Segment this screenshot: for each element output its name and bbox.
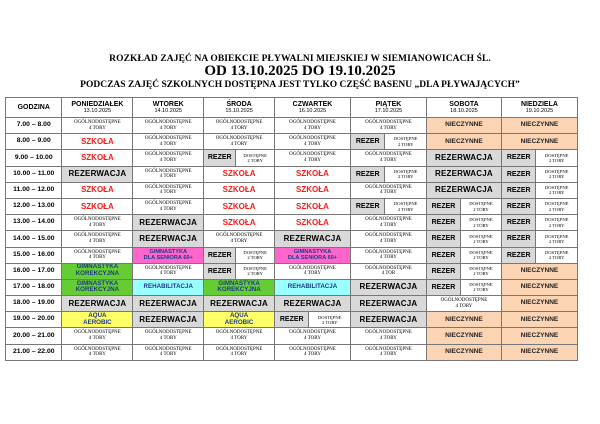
cell-open: OGÓLNODOSTĘPNE 4 TORY <box>350 247 426 263</box>
cell-seniors-gymnastics: GIMNASTYKA DLA SENIORA 60+ <box>133 247 204 263</box>
time-slot: 17.00 – 18.00 <box>6 279 62 295</box>
cell-closed: NIECZYNNE <box>426 328 501 344</box>
cell-open: OGÓLNODOSTĘPNE 4 TORY <box>350 344 426 360</box>
cell-split-reservation: REZER DOSTĘPNE 2 TORY <box>426 279 501 295</box>
cell-reservation: REZERWACJA <box>133 296 204 312</box>
cell-closed: NIECZYNNE <box>501 263 577 279</box>
cell-split-reservation: REZER DOSTĘPNE 2 TORY <box>501 231 577 247</box>
cell-split-reservation: REZER DOSTĘPNE 2 TORY <box>426 247 501 263</box>
cell-reservation: REZERWACJA <box>275 296 351 312</box>
cell-reservation: REZERWACJA <box>204 296 275 312</box>
cell-school: SZKOŁA <box>275 198 351 214</box>
cell-open: OGÓLNODOSTĘPNE 4 TORY <box>133 166 204 182</box>
time-slot: 10.00 – 11.00 <box>6 166 62 182</box>
time-slot: 19.00 – 20.00 <box>6 312 62 328</box>
cell-open: OGÓLNODOSTĘPNE 4 TORY <box>350 328 426 344</box>
cell-split-reservation: REZER DOSTĘPNE 2 TORY <box>204 247 275 263</box>
cell-open: OGÓLNODOSTĘPNE 4 TOR <box>350 263 426 279</box>
table-row <box>6 296 578 312</box>
cell-open: OGÓLNODOSTĘPNE 4 TORY <box>426 296 501 312</box>
col-header-tuesday: WTOREK 14.10.2025 <box>133 98 204 118</box>
cell-open: OGÓLNODOSTĘPNE 4 TORY <box>204 118 275 134</box>
cell-closed: NIECZYNNE <box>501 118 577 134</box>
cell-open: OGÓLNODOSTĘPNE 4 TORY <box>62 231 133 247</box>
cell-split-reservation: REZER DOSTĘPNE 2 TORY <box>426 215 501 231</box>
time-slot: 16.00 – 17.00 <box>6 263 62 279</box>
cell-split-reservation: REZER DOSTĘPNE 2 TORY <box>501 198 577 214</box>
cell-reservation: REZERWACJA <box>133 215 204 231</box>
table-row <box>6 328 578 344</box>
cell-school: SZKOŁA <box>275 215 351 231</box>
cell-reservation: REZERWACJA <box>350 312 426 328</box>
table-row <box>6 118 578 134</box>
cell-closed: NIECZYNNE <box>501 328 577 344</box>
cell-reservation: REZERWACJA <box>62 166 133 182</box>
cell-closed: NIECZYNNE <box>501 312 577 328</box>
cell-school: SZKOŁA <box>275 182 351 198</box>
cell-rehabilitation: REHABILITACJA <box>275 279 351 295</box>
cell-open: OGÓLNODOSTĘPNE 4 TORY <box>62 118 133 134</box>
cell-open: OGÓLNODOSTĘPNE 4 TORY <box>133 134 204 150</box>
cell-closed: NIECZYNNE <box>501 296 577 312</box>
cell-corrective-gymnastics: GIMNASTYKA KOREKCYJNA <box>204 279 275 295</box>
time-slot: 9.00 – 10.00 <box>6 150 62 166</box>
cell-open: OGÓLNODOSTĘPNE 4 TORY <box>62 215 133 231</box>
cell-reservation: REZERWACJA <box>426 166 501 182</box>
table-row <box>6 279 578 295</box>
cell-school: SZKOŁA <box>204 215 275 231</box>
cell-open: OGÓLNODOSTĘPNE 4 TORY <box>133 118 204 134</box>
cell-split-reservation: REZER DOSTĘPNE 2 TORY <box>275 312 351 328</box>
table-row <box>6 134 578 150</box>
cell-closed: NIECZYNNE <box>501 344 577 360</box>
cell-open: OGÓLNODOSTĘPNE 4 TORY <box>133 150 204 166</box>
cell-open: OGÓLNODOSTĘPNE 4 TORY <box>350 182 426 198</box>
cell-open: OGÓLNODOSTĘPNE 4 TORY <box>133 198 204 214</box>
cell-open: OGÓLNODOSTĘPNE 4 TORY <box>204 344 275 360</box>
cell-split-reservation: REZER DOSTĘPNE 2 TORY <box>204 263 275 279</box>
cell-open: OGÓLNODOSTĘPNE 4 TORY <box>275 150 351 166</box>
cell-closed: NIECZYNNE <box>426 312 501 328</box>
cell-school: SZKOŁA <box>204 166 275 182</box>
cell-open: OGÓLNODOSTĘPNE 4 TORY <box>204 231 275 247</box>
cell-closed: NIECZYNNE <box>501 134 577 150</box>
cell-school: SZKOŁA <box>62 134 133 150</box>
cell-reservation: REZERWACJA <box>275 231 351 247</box>
cell-open: OGÓLNODOSTĘPNE 4 TORY <box>62 344 133 360</box>
time-slot: 12.00 – 13.00 <box>6 198 62 214</box>
cell-split-reservation: REZER DOSTĘPNE 2 TORY <box>501 247 577 263</box>
page-subtitle: PODCZAS ZAJĘĆ SZKOLNYCH DOSTĘPNA JEST TYLKO CZĘŚĆ BASENU „DLA PŁYWAJĄCYCH” <box>80 80 520 90</box>
cell-open: OGÓLNODOSTĘPNE 4 TORY <box>275 344 351 360</box>
cell-reservation: REZERWACJA <box>350 279 426 295</box>
time-slot: 13.00 – 14.00 <box>6 215 62 231</box>
cell-open: OGÓLNODOSTĘPNE 4 TORY <box>350 215 426 231</box>
cell-reservation: REZERWACJA <box>133 312 204 328</box>
cell-open: OGÓLNODOSTĘPNE 4 TORY <box>275 134 351 150</box>
cell-open: OGÓLNODOSTĘPNE 4 TORY <box>133 182 204 198</box>
table-row <box>6 150 578 166</box>
cell-open: OGÓLNODOSTĘPNE 4 TORY <box>350 118 426 134</box>
cell-open: OGÓLNODOSTĘPNE 4 TORY <box>62 328 133 344</box>
time-slot: 21.00 – 22.00 <box>6 344 62 360</box>
cell-split-reservation: REZER DOSTĘPNE 2 TORY <box>350 166 426 182</box>
cell-open: OGÓLNODOSTĘPNE 4 TORY <box>350 150 426 166</box>
cell-open: OGÓLNODOSTĘPNE 4 TORY <box>133 328 204 344</box>
page-title: ROZKŁAD ZAJĘĆ NA OBIEKCIE PŁYWALNI MIEJSKIEJ W SIEMIANOWICACH ŚL. <box>109 54 491 64</box>
time-slot: 14.00 – 15.00 <box>6 231 62 247</box>
cell-split-reservation: REZER DOSTĘPNE 2 TORY <box>204 150 275 166</box>
cell-split-reservation: REZER DOSTĘPNE 2 TORY <box>426 231 501 247</box>
cell-open: OGÓLNODOSTĘPNE 4 TORY <box>275 263 351 279</box>
cell-split-reservation: REZER DOSTĘPNE 2 TORY <box>426 198 501 214</box>
cell-open: OGÓLNODOSTĘPNE 4 TORY <box>204 328 275 344</box>
time-slot: 11.00 – 12.00 <box>6 182 62 198</box>
cell-open: OGÓLNODOSTĘPNE 4 TORY <box>275 118 351 134</box>
table-row <box>6 247 578 263</box>
cell-school: SZKOŁA <box>62 150 133 166</box>
cell-aqua-aerobic: AQUA AEROBIC <box>62 312 133 328</box>
col-header-friday: PIĄTEK 17.10.2025 <box>350 98 426 118</box>
table-row <box>6 231 578 247</box>
cell-open: OGÓLNODOSTĘPNE 4 TORY <box>350 231 426 247</box>
cell-open: OGÓLNODOSTĘPNE 4 TORY <box>204 134 275 150</box>
cell-school: SZKOŁA <box>62 198 133 214</box>
cell-seniors-gymnastics: GIMNASTYKA DLA SENIORA 60+ <box>275 247 351 263</box>
time-slot: 7.00 – 8.00 <box>6 118 62 134</box>
cell-split-reservation: REZER DOSTĘPNE 2 TORY <box>501 215 577 231</box>
table-row <box>6 263 578 279</box>
cell-reservation: REZERWACJA <box>426 182 501 198</box>
cell-reservation: REZERWACJA <box>350 296 426 312</box>
col-header-saturday: SOBOTA 18.10.2025 <box>426 98 501 118</box>
cell-school: SZKOŁA <box>204 198 275 214</box>
table-row <box>6 312 578 328</box>
time-slot: 15.00 – 16.00 <box>6 247 62 263</box>
cell-open: OGÓLNODOSTĘPNE 4 TORY <box>133 344 204 360</box>
cell-closed: NIECZYNNE <box>426 134 501 150</box>
cell-aqua-aerobic: AQUA AEROBIC <box>204 312 275 328</box>
col-header-monday: PONIEDZIAŁEK 13.10.2025 <box>62 98 133 118</box>
date-range: OD 13.10.2025 DO 19.10.2025 <box>204 63 396 79</box>
time-slot: 18.00 – 19.00 <box>6 296 62 312</box>
cell-reservation: REZERWACJA <box>133 231 204 247</box>
col-header-sunday: NIEDZIELA 19.10.2025 <box>501 98 577 118</box>
cell-closed: NIECZYNNE <box>426 344 501 360</box>
cell-split-reservation: REZER DOSTĘPNE 2 TORY <box>350 198 426 214</box>
cell-school: SZKOŁA <box>62 182 133 198</box>
col-header-time: GODZINA <box>6 98 62 118</box>
cell-split-reservation: REZER DOSTĘPNE 2 TORY <box>501 166 577 182</box>
cell-closed: NIECZYNNE <box>426 118 501 134</box>
header-row <box>6 98 578 118</box>
cell-reservation: REZERWACJA <box>426 150 501 166</box>
cell-split-reservation: REZER DOSTĘPNE 2 TORY <box>426 263 501 279</box>
cell-open: OGÓLNODOSTĘPNE 4 TORY <box>133 263 204 279</box>
cell-closed: NIECZYNNE <box>501 279 577 295</box>
cell-school: SZKOŁA <box>204 182 275 198</box>
time-slot: 20.00 – 21.00 <box>6 328 62 344</box>
cell-open: OGÓLNODOSTĘPNE 4 TORY <box>275 328 351 344</box>
cell-corrective-gymnastics: GIMNASTYKA KOREKCYJNA <box>62 263 133 279</box>
table-row <box>6 215 578 231</box>
table-row <box>6 182 578 198</box>
cell-corrective-gymnastics: GIMNASTYKA KOREKCYJNA <box>62 279 133 295</box>
cell-split-reservation: REZER DOSTĘPNE 2 TORY <box>501 182 577 198</box>
schedule-table <box>5 97 578 361</box>
cell-school: SZKOŁA <box>275 166 351 182</box>
cell-rehabilitation: REHABILITACJA <box>133 279 204 295</box>
table-row <box>6 198 578 214</box>
col-header-thursday: CZWARTEK 16.10.2025 <box>275 98 351 118</box>
cell-split-reservation: REZER DOSTĘPNE 2 TORY <box>501 150 577 166</box>
cell-open: OGÓLNODOSTĘPNE 4 TORY <box>62 247 133 263</box>
table-row <box>6 344 578 360</box>
cell-split-reservation: REZER DOSTĘPNE 2 TORY <box>350 134 426 150</box>
col-header-wednesday: ŚRODA 15.10.2025 <box>204 98 275 118</box>
cell-reservation: REZERWACJA <box>62 296 133 312</box>
table-row <box>6 166 578 182</box>
time-slot: 8.00 – 9.00 <box>6 134 62 150</box>
